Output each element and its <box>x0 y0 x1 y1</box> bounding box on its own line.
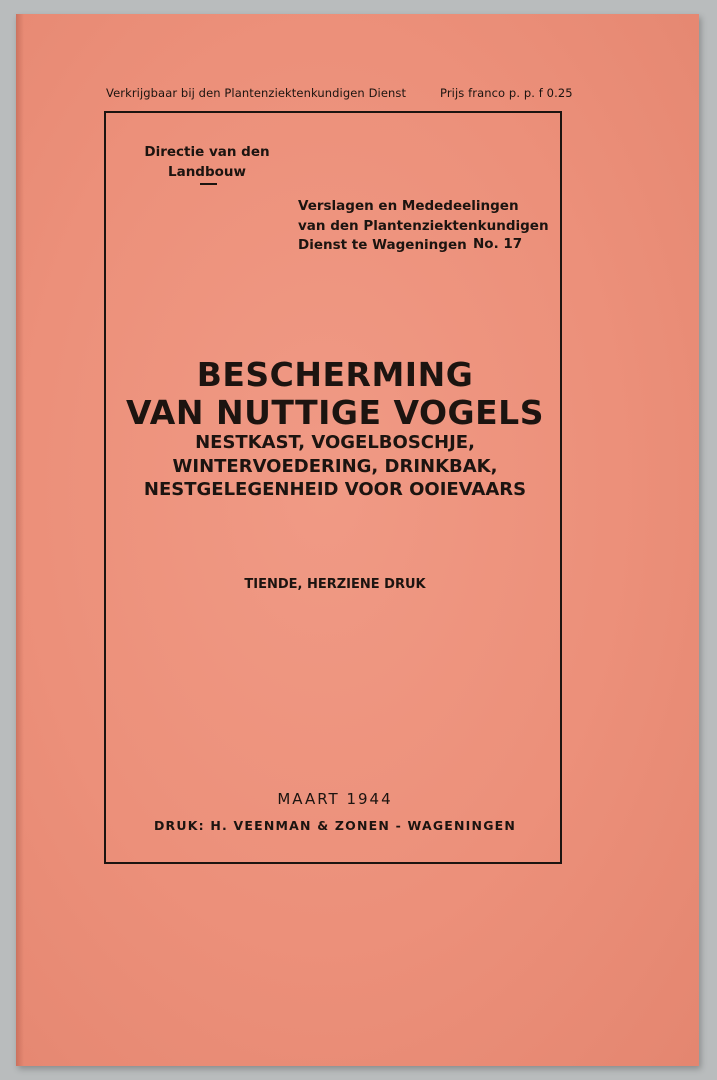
publisher-line-1: Directie van den <box>144 144 270 160</box>
subtitle-line-2: WINTERVOEDERING, DRINKBAK, <box>172 456 498 477</box>
publisher-line-2: Landbouw <box>167 164 246 180</box>
publisher-divider <box>200 183 217 185</box>
publication-date: MAART 1944 <box>277 790 393 808</box>
subtitle-line-3: NESTGELEGENHEID VOOR OOIEVAARS <box>143 479 527 500</box>
series-number: No. 17 <box>473 236 523 252</box>
subtitle-line-1: NESTKAST, VOGELBOSCHJE, <box>195 432 475 453</box>
publisher-block <box>144 142 270 182</box>
printer-line: DRUK: H. VEENMAN & ZONEN - WAGENINGEN <box>153 818 517 833</box>
main-title-line-2: VAN NUTTIGE VOGELS <box>126 393 544 432</box>
price-note: Prijs franco p. p. f 0.25 <box>440 86 573 100</box>
cover-edge-shadow <box>16 14 24 1066</box>
series-line-2: van den Plantenziektenkundigen <box>298 217 549 234</box>
edition-note: TIENDE, HERZIENE DRUK <box>244 577 426 592</box>
availability-note: Verkrijgbaar bij den Plantenziektenkundigen Dienst <box>106 86 407 100</box>
series-line-3: Dienst te Wageningen <box>298 237 467 253</box>
main-title-line-1: BESCHERMING <box>196 355 474 394</box>
series-line-1: Verslagen en Mededeelingen <box>298 198 519 214</box>
